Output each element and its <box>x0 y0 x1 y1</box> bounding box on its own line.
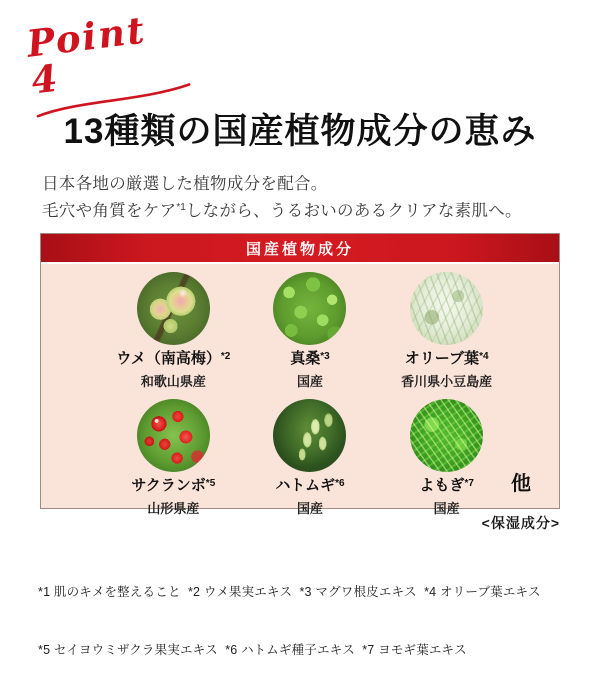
intro-line2: 毛穴や角質をケア$^{*1}$しながら、うるおいのあるクリアな素肌へ。 <box>42 201 522 220</box>
panel-title: 国産植物成分 <box>245 240 354 258</box>
footnotes <box>38 544 574 699</box>
footnote-line2: *5 セイヨウミザクラ果実エキス *6 ハトムギ種子エキス *7 ヨモギ葉エキス <box>38 642 467 657</box>
footnote-marker: *3 <box>320 351 330 362</box>
ingredient-name: ウメ（南高梅）$^{*2}$ <box>116 350 231 367</box>
page-title: 13種類の国産植物成分の恵み <box>63 112 537 151</box>
ingredient-name: 真桑$^{*3}$ <box>290 350 330 367</box>
ingredient-origin: 山形県産 <box>147 500 200 516</box>
panel-body <box>41 264 559 516</box>
ingredient-origin: 国産 <box>296 373 323 389</box>
footnote-line1: *1 肌のキメを整えること *2 ウメ果実エキス *3 マグワ根皮エキス *4 オリーブ葉エキス <box>38 584 541 599</box>
footnote-marker: *6 <box>335 477 345 489</box>
panel-header <box>41 234 559 264</box>
mulberry-foliage-photo <box>273 272 346 345</box>
footnote-marker: *7 <box>464 477 474 489</box>
others-label: 他 <box>511 473 531 495</box>
intro-text <box>42 171 580 224</box>
ingredient-origin: 香川県小豆島産 <box>401 373 493 389</box>
footnote-marker: *2 <box>220 351 231 362</box>
ingredient-card-olive <box>380 272 513 390</box>
ingredient-card-mulberry <box>244 272 377 390</box>
ingredient-name: ハトムギ$^{*6}$ <box>275 476 345 494</box>
point-badge <box>25 7 195 120</box>
ingredient-card-hatomugi <box>244 399 377 517</box>
ingredient-origin: 国産 <box>296 500 323 516</box>
ingredient-panel <box>40 233 560 516</box>
ingredient-name: サクランボ$^{*5}$ <box>131 476 216 494</box>
ingredient-name: よもぎ$^{*7}$ <box>419 476 474 494</box>
mugwort-leaves-photo <box>410 399 483 472</box>
ingredient-card-cherry <box>107 399 240 517</box>
footnote-marker: *1 <box>176 201 186 213</box>
jobs-tears-photo <box>273 399 346 472</box>
ume-plums-photo <box>137 272 210 345</box>
ingredient-origin: 和歌山県産 <box>140 373 206 389</box>
point-label: Point 4 <box>24 7 149 103</box>
ingredient-name: オリーブ葉$^{*4}$ <box>404 350 489 367</box>
cherries-photo <box>137 399 210 472</box>
ingredient-card-yomogi <box>380 399 513 517</box>
ingredient-grid <box>107 272 513 517</box>
moisturizing-note: <保湿成分> <box>481 515 560 531</box>
ingredient-origin: 国産 <box>433 500 460 516</box>
footnote-marker: *5 <box>205 477 216 489</box>
olive-branches-photo <box>410 272 483 345</box>
intro-line1: 日本各地の厳選した植物成分を配合。 <box>42 175 328 193</box>
ingredient-card-ume <box>107 272 240 390</box>
footnote-marker: *4 <box>479 351 489 362</box>
